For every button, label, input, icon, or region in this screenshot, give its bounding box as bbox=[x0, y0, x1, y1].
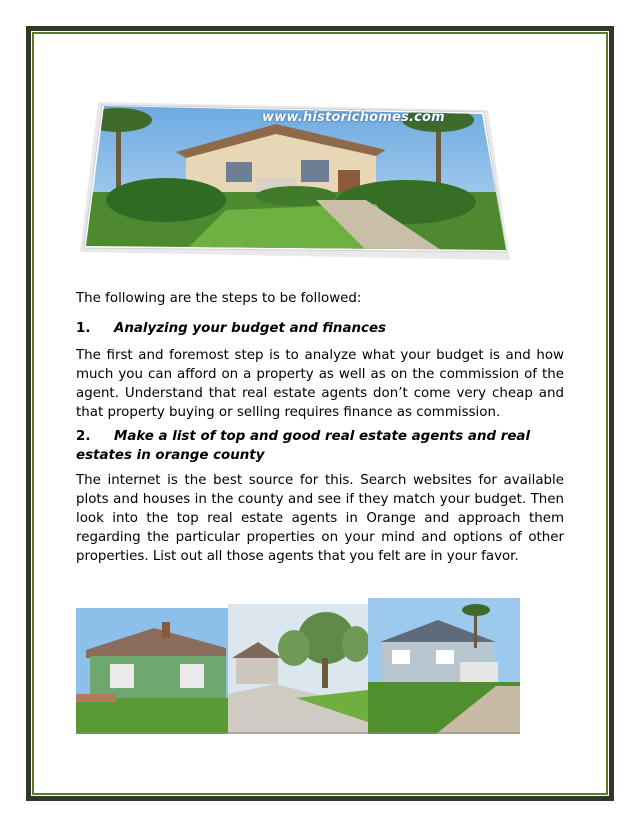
house-photo-1 bbox=[76, 608, 228, 734]
step-1-number: 1. bbox=[76, 321, 91, 336]
house-photo-strip bbox=[76, 598, 520, 734]
step-1-heading bbox=[76, 319, 564, 338]
step-1-body: The first and foremost step is to analyze what your budget is and how much you can afford on a property as well as on the commission of the agent. Understand that real estate agents don’t come very cheap and that property buying or selling requires finance as commission. bbox=[76, 348, 564, 420]
step-2-body: The internet is the best source for this. Search websites for available plots and houses in the county and see if they match your budget. Then look into the top real estate agents in Orange and approach them regarding the particular properties on your mind and options of other properties. List out all those agents that you felt are in your favor. bbox=[76, 473, 564, 564]
house-photo-3 bbox=[368, 598, 520, 734]
watermark-text: www.historichomes.com bbox=[262, 110, 445, 125]
house-photo-top bbox=[76, 100, 510, 270]
step-1-title: Analyzing your budget and finances bbox=[114, 321, 387, 336]
intro-text: The following are the steps to be followed: bbox=[76, 291, 362, 306]
step-2-title: Make a list of top and good real estate agents and real estates in orange county bbox=[76, 429, 531, 463]
step-2-number: 2. bbox=[76, 429, 91, 444]
step-2-heading bbox=[76, 427, 564, 465]
house-photo-2 bbox=[228, 604, 370, 734]
